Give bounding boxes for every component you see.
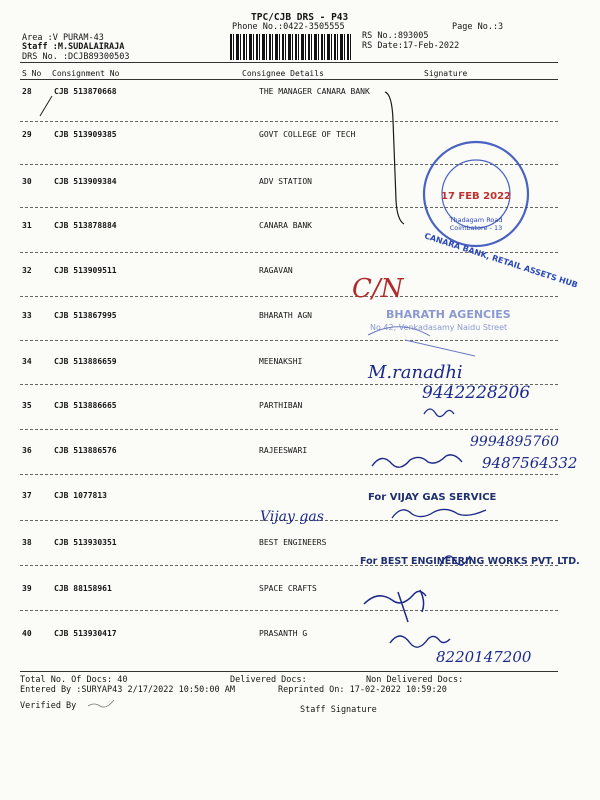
drs-number: DRS No. :DCJB89300503 bbox=[22, 52, 130, 62]
row-37-handwritten: Vijay gas bbox=[260, 509, 324, 525]
row-sno: 31 bbox=[22, 221, 32, 230]
row-consignee: GOVT COLLEGE OF TECH bbox=[259, 130, 356, 139]
row-consignment: CJB 513867995 bbox=[54, 311, 117, 320]
row-consignment: CJB 513930417 bbox=[54, 629, 117, 638]
page-number: Page No.:3 bbox=[452, 22, 504, 32]
row-consignee: RAJEESWARI bbox=[259, 446, 308, 455]
entered-by: Entered By :SURYAP43 2/17/2022 10:50:00 AM bbox=[20, 685, 235, 695]
row-sno: 39 bbox=[22, 584, 32, 593]
row-consignment: CJB 88158961 bbox=[54, 584, 112, 593]
row-36-phone-2: 9487564332 bbox=[482, 454, 578, 472]
row-36-phone-1: 9994895760 bbox=[470, 434, 560, 450]
reprinted-on: Reprinted On: 17-02-2022 10:59:20 bbox=[278, 685, 447, 695]
verified-scribble bbox=[88, 700, 114, 707]
bharath-stamp-name: BHARATH AGENCIES bbox=[386, 308, 511, 321]
row-consignment: CJB 513909384 bbox=[54, 177, 117, 186]
row-34-signature: M.ranadhi bbox=[368, 362, 463, 383]
row-35-signature bbox=[424, 409, 454, 417]
bank-stamp-name: CANARA BANK, RETAIL ASSETS HUB bbox=[423, 231, 579, 290]
non-delivered-docs: Non Delivered Docs: bbox=[366, 675, 464, 685]
row-sno: 35 bbox=[22, 401, 32, 410]
row-consignee: SPACE CRAFTS bbox=[259, 584, 317, 593]
row-consignment: CJB 513909511 bbox=[54, 266, 117, 275]
verified-by: Verified By bbox=[20, 701, 77, 711]
best-engineers-stamp: For BEST ENGINEERING WORKS PVT. LTD. bbox=[360, 556, 580, 567]
row-consignment: CJB 513878884 bbox=[54, 221, 117, 230]
phone-number: Phone No.:0422-3505555 bbox=[232, 22, 345, 32]
row-consignment: CJB 513909385 bbox=[54, 130, 117, 139]
rs-date: RS Date:17-Feb-2022 bbox=[362, 41, 460, 51]
row-consignee: PARTHIBAN bbox=[259, 401, 303, 410]
bank-stamp-date: 17 FEB 2022 bbox=[441, 191, 511, 202]
row-consignment: CJB 513870668 bbox=[54, 87, 117, 96]
row-consignee: MEENAKSHI bbox=[259, 357, 303, 366]
row-consignee: PRASANTH G bbox=[259, 629, 308, 638]
row-32-mark: C/N bbox=[352, 274, 404, 304]
bharath-stamp-address: No 42, Venkadasamy Naidu Street bbox=[370, 323, 508, 332]
row-consignment: CJB 513886665 bbox=[54, 401, 117, 410]
bharath-stamp bbox=[368, 308, 511, 356]
row-consignee: CANARA BANK bbox=[259, 221, 312, 230]
row-sno: 29 bbox=[22, 130, 32, 139]
staff-signature-label: Staff Signature bbox=[300, 705, 377, 715]
row-39-signature bbox=[364, 590, 426, 622]
row-sno: 32 bbox=[22, 266, 32, 275]
row-sno: 37 bbox=[22, 491, 32, 500]
row-40-phone: 8220147200 bbox=[436, 648, 532, 666]
row-sno: 33 bbox=[22, 311, 32, 320]
row-37-signature bbox=[392, 509, 486, 518]
row-consignment: CJB 513886659 bbox=[54, 357, 117, 366]
col-head-consignment: Consignment No bbox=[52, 69, 120, 78]
bank-stamp bbox=[423, 142, 579, 290]
row-consignee: THE MANAGER CANARA BANK bbox=[259, 87, 370, 96]
col-head-sno: S No bbox=[22, 69, 42, 78]
row-sno: 38 bbox=[22, 538, 32, 547]
document-title: TPC/CJB DRS - P43 bbox=[251, 12, 349, 23]
row-34-phone: 9442228206 bbox=[422, 383, 531, 403]
row-consignee: ADV STATION bbox=[259, 177, 312, 186]
bank-stamp-address-1: Thadagam Road bbox=[449, 216, 503, 224]
staff-label: Staff :M.SUDALAIRAJA bbox=[22, 42, 125, 52]
vijay-gas-stamp: For VIJAY GAS SERVICE bbox=[368, 492, 497, 503]
bracket-mark bbox=[385, 92, 404, 224]
row-sno: 36 bbox=[22, 446, 32, 455]
row-36-signature bbox=[372, 455, 462, 467]
rs-number: RS No.:893005 bbox=[362, 31, 429, 41]
row-40-signature bbox=[390, 636, 450, 647]
row-consignment: CJB 513930351 bbox=[54, 538, 117, 547]
delivered-docs: Delivered Docs: bbox=[230, 675, 307, 685]
row-sno: 28 bbox=[22, 87, 32, 96]
total-docs: Total No. Of Docs: 40 bbox=[20, 675, 128, 685]
row-sno: 40 bbox=[22, 629, 32, 638]
bank-stamp-address-2: Coimbatore - 13 bbox=[449, 224, 503, 232]
col-head-signature: Signature bbox=[424, 69, 468, 78]
row-consignee: BEST ENGINEERS bbox=[259, 538, 327, 547]
col-head-consignee: Consignee Details bbox=[242, 69, 324, 78]
row-consignee: RAGAVAN bbox=[259, 266, 293, 275]
row-consignee: BHARATH AGN bbox=[259, 311, 312, 320]
area-label: Area :V PURAM-43 bbox=[22, 33, 104, 43]
pen-stroke bbox=[40, 96, 52, 116]
row-sno: 34 bbox=[22, 357, 32, 366]
row-consignment: CJB 1077813 bbox=[54, 491, 107, 500]
row-sno: 30 bbox=[22, 177, 32, 186]
row-consignment: CJB 513886576 bbox=[54, 446, 117, 455]
